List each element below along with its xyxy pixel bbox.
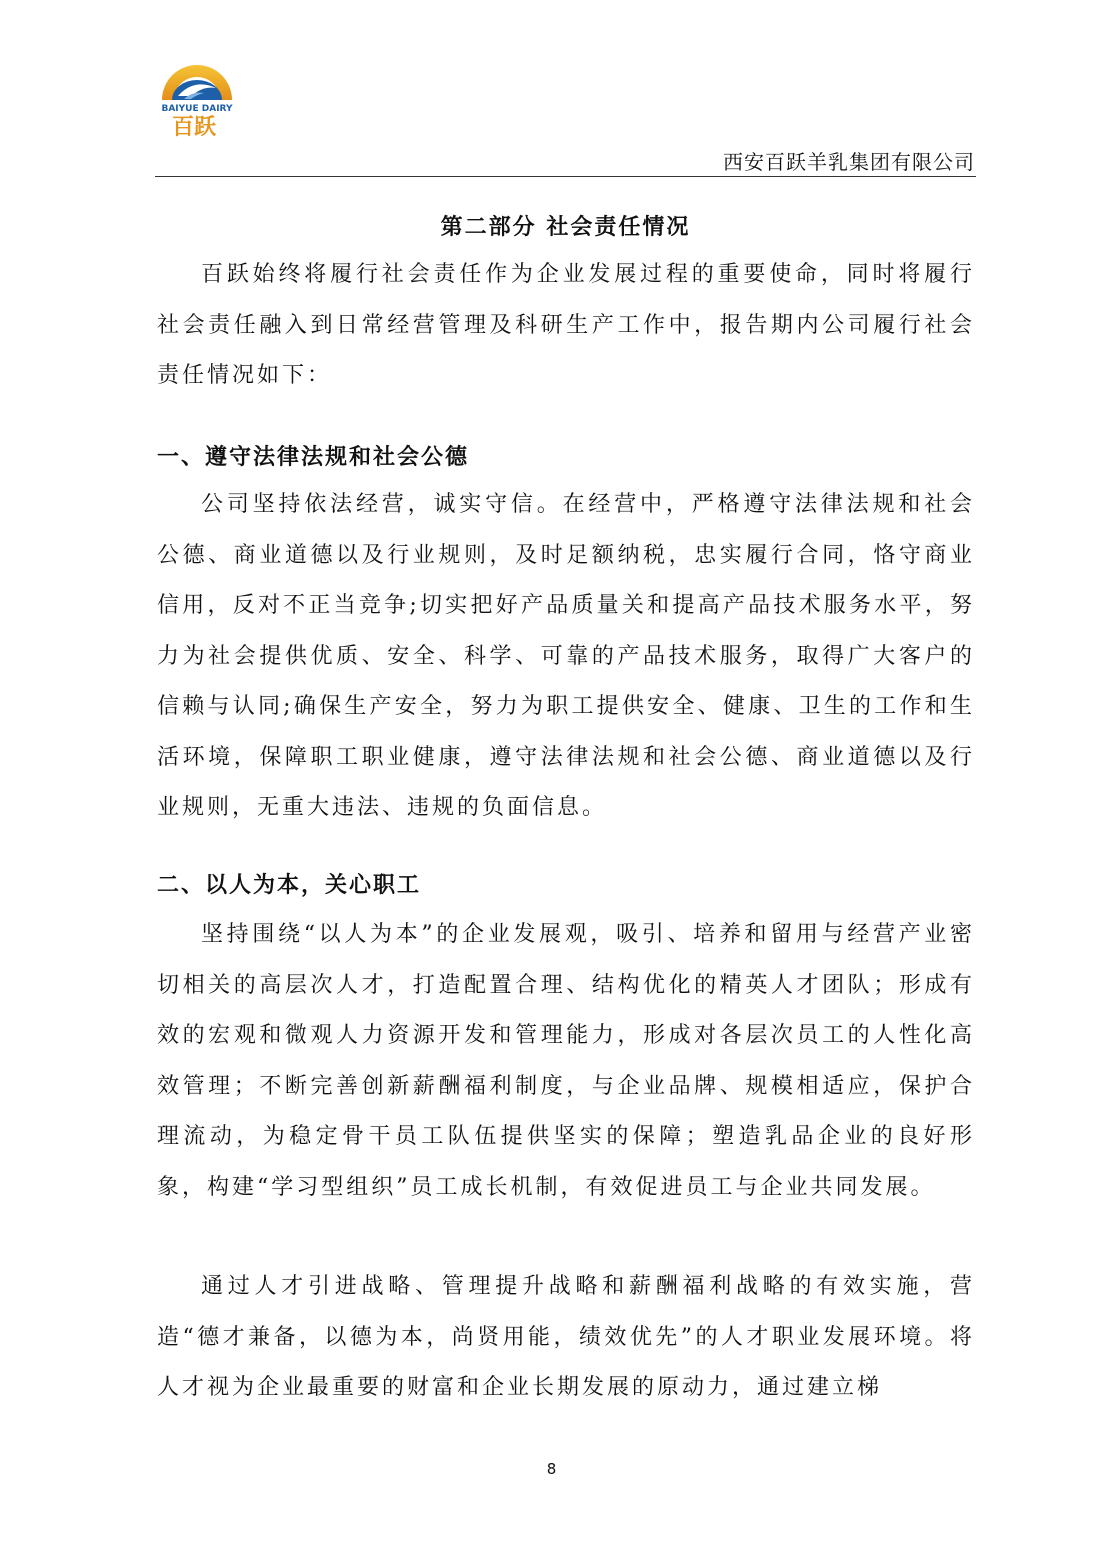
company-logo: [158, 56, 236, 140]
logo-text-en: BAIYUE DAIRY: [161, 104, 233, 114]
header-divider: [155, 176, 976, 177]
section-title: 第二部分 社会责任情况: [440, 215, 691, 240]
company-name: 西安百跃羊乳集团有限公司: [723, 150, 975, 174]
section-2-heading: 二、以人为本，关心职工: [157, 873, 422, 898]
logo-graphic: [158, 56, 236, 140]
intro-paragraph: 百跃始终将履行社会责任作为企业发展过程的重要使命，同时将履行社会责任融入到日常经营管理及科研生产工作中，报告期内公司履行社会责任情况如下：: [157, 262, 975, 388]
section-1-paragraph: 公司坚持依法经营，诚实守信。在经营中，严格遵守法律法规和社会公德、商业道德以及行业规则，及时足额纳税，忠实履行合同，恪守商业信用，反对不正当竞争;切实把好产品质量关和提高产品技术服务水平，努力为社会提供优质、安全、科学、可靠的产品技术服务，取得广大客户的信赖与认同;确保生产安全，努力为职工提供安全、健康、卫生的工作和生活环境，保障职工职业健康，遵守法律法规和社会公德、商业道德以及行业规则，无重大违法、违规的负面信息。: [157, 492, 975, 820]
logo-text-cn: 百跃: [171, 115, 217, 140]
section-2-paragraph-2: 通过人才引进战略、管理提升战略和薪酬福利战略的有效实施，营造“德才兼备，以德为本，尚贤用能，绩效优先”的人才职业发展环境。将人才视为企业最重要的财富和企业长期发展的原动力，通过建立梯: [157, 1274, 975, 1400]
page-number: 8: [546, 1460, 557, 1478]
section-1-heading: 一、遵守法律法规和社会公德: [157, 445, 470, 470]
section-2-paragraph-1: 坚持围绕“以人为本”的企业发展观，吸引、培养和留用与经营产业密切相关的高层次人才，打造配置合理、结构优化的精英人才团队；形成有效的宏观和微观人力资源开发和管理能力，形成对各层次员工的人性化高效管理；不断完善创新薪酬福利制度，与企业品牌、规模相适应，保护合理流动，为稳定骨干员工队伍提供坚实的保障；塑造乳品企业的良好形象，构建“学习型组织”员工成长机制，有效促进员工与企业共同发展。: [157, 922, 975, 1200]
